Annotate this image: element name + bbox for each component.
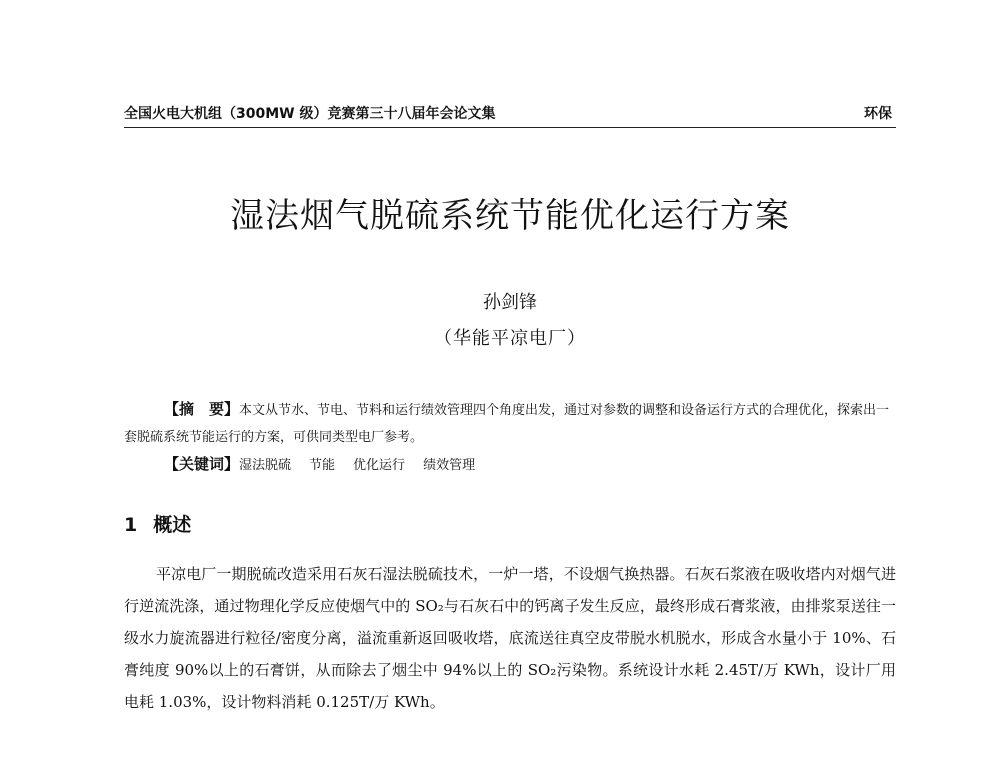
- keyword: 优化运行: [353, 458, 406, 473]
- section-heading: [124, 510, 191, 537]
- abstract-text: 本文从节水、节电、节料和运行绩效管理四个角度出发，通过对参数的调整和设备运行方式的合理优化，探索出一套脱硫系统节能运行的方案，可供同类型电厂参考。: [124, 403, 890, 445]
- section-category: 环保: [864, 106, 892, 122]
- abstract-label: 【摘 要】: [164, 400, 240, 418]
- proceedings-title: 全国火电大机组（300MW 级）竞赛第三十八届年会论文集: [124, 106, 496, 122]
- keyword: 节能: [309, 458, 336, 473]
- keywords-label: 【关键词】: [164, 455, 240, 473]
- paper-title: 湿法烟气脱硫系统节能优化运行方案: [230, 196, 790, 236]
- body-paragraph: [124, 558, 896, 718]
- section-number: 1: [124, 514, 138, 536]
- keyword: 绩效管理: [423, 458, 476, 473]
- running-header: [124, 105, 896, 128]
- paragraph-text: 平凉电厂一期脱硫改造采用石灰石湿法脱硫技术，一炉一塔，不设烟气换热器。石灰石浆液在吸收塔内对烟气进行逆流洗涤，通过物理化学反应使烟气中的 SO₂与石灰石中的钙离子发生反应，最终形成石膏浆液，由排浆泵送往一级水力旋流器进行粒径/密度分离，溢流重新返回吸收塔，底流送往真空皮带脱水机脱水，形成含水量小于 10%、石膏纯度 90%以上的石膏饼，从而除去了烟尘中 94%以上的 SO₂污染物。系统设计水耗 2.45T/万 KWh，设计厂用电耗 1.03%，设计物料消耗 0.125T/万 KWh。: [124, 565, 896, 711]
- keywords-block: [124, 452, 896, 478]
- abstract-block: [124, 396, 896, 451]
- author-affiliation: （华能平凉电厂）: [434, 328, 586, 349]
- keyword: 湿法脱硫: [239, 458, 292, 473]
- author-name: 孙剑锋: [483, 292, 537, 313]
- section-title: 概述: [153, 514, 192, 536]
